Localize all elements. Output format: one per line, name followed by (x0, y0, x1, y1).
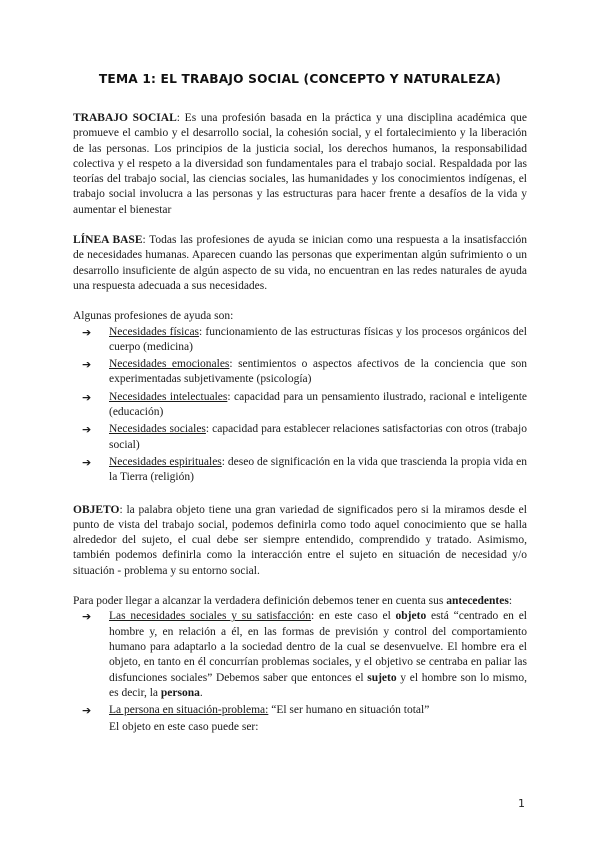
arrow-right-icon: ➔ (82, 704, 92, 718)
list-item-label: Necesidades físicas (109, 325, 200, 338)
antecedentes-colon: : (508, 595, 513, 608)
list-item-text: “El ser humano en situación total” (268, 704, 430, 717)
list-item-text: : sentimientos o aspectos afectivos de la conciencia que son experimentadas subjetivamente (psicología) (109, 358, 527, 386)
arrow-right-icon: ➔ (82, 610, 92, 624)
objeto-continuation: El objeto en este caso puede ser: (109, 721, 259, 734)
list-item-text: : capacidad para establecer relaciones satisfactorias con otros (trabajo social) (109, 423, 527, 451)
help-professions-intro: Algunas profesiones de ayuda son: (73, 310, 234, 323)
list-item-text: está “centrado en el hombre y, en relación a él, en las formas de previsión y control del comportamiento humano para adaptarlo a la sociedad dentro de la cual se desenvuelve. El hombre era el objeto, en tanto en él concurrían problemas sociales, y el objetivo se centraba en paliar las disfunciones sociales” Debemos saber que entonces el (109, 610, 527, 684)
list-item (73, 325, 527, 356)
arrow-right-icon: ➔ (82, 390, 92, 404)
list-item-text: : capacidad para un pensamiento ilustrado, racional e inteligente (educación) (109, 390, 527, 419)
list-item (73, 422, 527, 453)
page-number: 1 (518, 797, 525, 810)
arrow-right-icon: ➔ (82, 455, 92, 469)
definition-text: : Es una profesión basada en la práctica y una disciplina académica que promueve el cambio y el desarrollo social, la cohesión social, y el fortalecimiento y la liberación de las personas. Los principios de la justicia social, los derechos humanos, la responsabilidad colectiva y el respeto a la diversidad son fundamentales para el trabajo social. Respaldada por las teorías del trabajo social, las ciencias sociales, las humanidades y los conocimientos indígenas, el trabajo social involucra a las personas y las estructuras para hacer frente a desafíos de la vida y aumentar el bienestar (73, 112, 527, 216)
list-item-text: . (199, 686, 203, 699)
list-item-text: y el hombre son lo mismo, es decir, la (109, 671, 527, 699)
paragraph-trabajo-social (73, 111, 527, 218)
document-body (73, 111, 527, 736)
list-item-label: Necesidades sociales (109, 423, 206, 436)
list-item-label: Necesidades espirituales (109, 455, 222, 468)
term-linea-base: LÍNEA BASE (73, 234, 143, 247)
list-item-label: Necesidades intelectuales (109, 390, 228, 403)
list-item-label: La persona en situación-problema: (109, 704, 269, 717)
list-item-text: : deseo de significación en la vida que trascienda la propia vida en la Tierra (religión) (109, 455, 527, 484)
arrow-right-icon: ➔ (82, 325, 92, 339)
bold-sujeto: sujeto (367, 671, 397, 684)
bold-persona: persona (160, 686, 200, 699)
page-title: TEMA 1: EL TRABAJO SOCIAL (CONCEPTO Y NATURALEZA) (98, 72, 502, 86)
paragraph-linea-base (73, 233, 527, 294)
term-antecedentes: antecedentes (446, 595, 509, 608)
list-item (73, 357, 527, 388)
list-item (73, 703, 527, 718)
arrow-right-icon: ➔ (82, 358, 92, 372)
list-item-label: Necesidades emocionales (109, 358, 230, 371)
antecedentes-intro: Para poder llegar a alcanzar la verdadera definición debemos tener en cuenta sus (73, 595, 447, 608)
term-trabajo-social: TRABAJO SOCIAL (73, 112, 177, 124)
paragraph-antecedentes (73, 594, 527, 609)
arrow-right-icon: ➔ (82, 423, 92, 437)
help-professions-list (73, 325, 527, 486)
bold-objeto: objeto (395, 610, 427, 623)
list-item (73, 390, 527, 421)
antecedentes-list (73, 609, 527, 718)
list-item (73, 609, 527, 701)
list-item-text: : en este caso el (311, 610, 396, 623)
list-item-label: Las necesidades sociales y su satisfacción (109, 610, 312, 623)
list-item-text: : funcionamiento de las estructuras físicas y los procesos orgánicos del cuerpo (medicina) (109, 325, 527, 353)
paragraph-objeto (73, 503, 527, 579)
term-objeto: OBJETO (73, 503, 120, 516)
definition-text: : Todas las profesiones de ayuda se inician como una respuesta a la insatisfacción de necesidades humanas. Aparecen cuando las personas que experimentan algún sufrimiento o un desarrollo insuficiente de algún aspecto de su vida, no encuentran en las redes naturales de ayuda una respuesta adecuada a sus necesidades. (73, 234, 527, 292)
definition-text: : la palabra objeto tiene una gran variedad de significados pero si la miramos desde el punto de vista del trabajo social, podemos definirla como todo aquel conocimiento que se halla alrededor del sujeto, el cual debe ser siempre entendido, comprendido y tratado. Asimismo, también podemos definirla como la interacción entre el sujeto en situación de necesidad y/o situación - problema y su entorno social. (73, 503, 527, 577)
list-item (73, 455, 527, 486)
